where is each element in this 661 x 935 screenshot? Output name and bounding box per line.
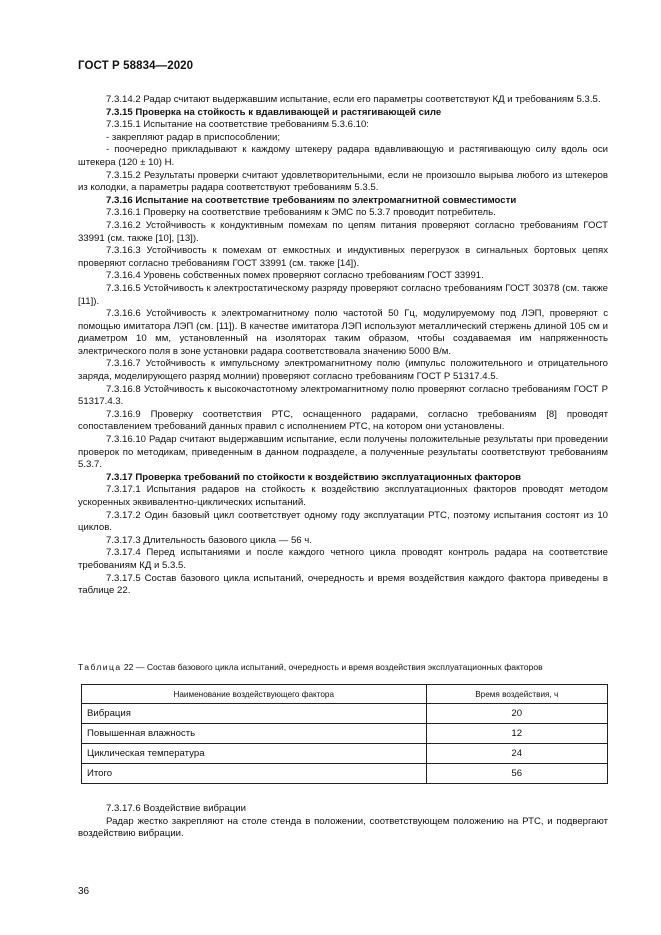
- paragraph: 7.3.15.1 Испытание на соответствие требованиям 5.3.6.10:: [106, 119, 369, 131]
- paragraph: 7.3.16.10 Радар считают выдержавшим испытание, если получены положительные результаты при проведении проверок по методикам, приведенным в данном подразделе, а полученные результаты соответствуют требованиям 5.3.7.: [78, 434, 608, 471]
- paragraph: 7.3.16.7 Устойчивость к импульсному электромагнитному полю (импульс положительного и отрицательного заряда, моделирующего разряд молнии) проверяют согласно требованиям ГОСТ Р 51317.4.5.: [78, 358, 608, 383]
- body-text: [78, 94, 608, 598]
- paragraph: 7.3.16.9 Проверку соответствия РТС, оснащенного радарами, согласно требованиям [8] проводят сопоставлением требований данных правил с исполнением РТС, на котором они установлены.: [78, 408, 608, 433]
- paragraph: 7.3.17.5 Состав базового цикла испытаний, очередность и время воздействия каждого фактора приведены в таблице 22.: [78, 572, 608, 597]
- table-row: [82, 724, 608, 744]
- cell-factor: Вибрация: [82, 704, 427, 724]
- cell-factor: Итого: [82, 764, 427, 784]
- paragraph: 7.3.16.3 Устойчивость к помехам от емкостных и индуктивных перегрузок в сигнальных бортовых цепях проверяют согласно требованиям ГОСТ 33991 (см. также [14]).: [78, 245, 608, 269]
- cell-factor: Повышенная влажность: [82, 724, 427, 744]
- paragraph: 7.3.16.6 Устойчивость к электромагнитному полю частотой 50 Гц, модулируемому под ЛЭП, проверяют с помощью имитатора ЛЭП (см. [11]). В качестве имитатора ЛЭП используют металлический стержень длиной 105 см и диаметром 10 мм, установленный на изоляторах таким образом, чтобы создаваемая им напряженность электрического поля в зоне установки радара соответствовала значению 5000 В/м.: [78, 308, 608, 357]
- page-number: 36: [78, 886, 90, 897]
- table-row: [82, 744, 608, 764]
- paragraph: 7.3.17.1 Испытания радаров на стойкость к воздействию эксплуатационных факторов проводят методом ускоренных эквивалентно-циклических испытаний.: [78, 484, 608, 508]
- paragraph: 7.3.17.3 Длительность базового цикла — 56 ч.: [106, 534, 312, 546]
- paragraph: Радар жестко закрепляют на столе стенда в положении, соответствующем положению на РТС, и подвергают воздействию вибрации.: [78, 815, 608, 840]
- subsection-title: 7.3.17.6 Воздействие вибрации: [106, 803, 246, 814]
- section-heading: 7.3.17 Проверка требований по стойкости к воздействию эксплуатационных факторов: [106, 471, 522, 483]
- table-row-total: [82, 764, 608, 784]
- paragraph: 7.3.16.8 Устойчивость к высокочастотному электромагнитному полю проверяют согласно требованиям ГОСТ Р 51317.4.3.: [78, 383, 608, 408]
- table-row: [82, 704, 608, 724]
- section-heading: 7.3.16 Испытание на соответствие требованиям по электромагнитной совместимости: [106, 194, 517, 206]
- paragraph: 7.3.17.4 Перед испытаниями и после каждого четного цикла проводят контроль радара на соответствие требованиям КД и 5.3.5.: [78, 547, 608, 571]
- table-caption: [78, 662, 618, 673]
- cell-time: 12: [426, 724, 607, 744]
- cell-time: 20: [426, 704, 607, 724]
- factors-table: [81, 684, 608, 784]
- paragraph: 7.3.16.1 Проверку на соответствие требованиям к ЭМС по 5.3.7 проводит потребитель.: [106, 207, 496, 219]
- paragraph: 7.3.16.2 Устойчивость к кондуктивным помехам по цепям питания проверяют согласно требованиям ГОСТ 33991 (см. также [10], [13]).: [78, 219, 608, 244]
- cell-time: 24: [426, 744, 607, 764]
- cell-time: 56: [426, 764, 607, 784]
- table-caption-word: Таблица: [78, 662, 122, 672]
- section-heading: 7.3.15 Проверка на стойкость к вдавливающей и растягивающей силе: [106, 106, 442, 118]
- paragraph: 7.3.17.2 Один базовый цикл соответствует одному году эксплуатации РТС, поэтому испытания состоят из 10 циклов.: [78, 509, 608, 534]
- document-header: ГОСТ Р 58834—2020: [78, 60, 194, 72]
- paragraph: 7.3.16.5 Устойчивость к электростатическому разряду проверяют согласно требованиям ГОСТ 30378 (см. также [11]).: [78, 282, 608, 307]
- paragraph: 7.3.16.4 Уровень собственных помех проверяют согласно требованиям ГОСТ 33991.: [106, 270, 484, 282]
- list-item: - закрепляют радар в приспособлении;: [106, 131, 280, 143]
- paragraph: 7.3.15.2 Результаты проверки считают удовлетворительными, если не произошло вырыва любого из штекеров из колодки, а параметры радара соответствуют требованиям 5.3.5.: [78, 169, 608, 194]
- column-header-time: Время воздействия, ч: [426, 685, 607, 704]
- paragraph: 7.3.14.2 Радар считают выдержавшим испытание, если его параметры соответствуют КД и требованиям 5.3.5.: [106, 94, 601, 105]
- table-header-row: [82, 685, 608, 704]
- table-caption-text: 22 — Состав базового цикла испытаний, очередность и время воздействия эксплуатационных факторов: [121, 662, 543, 672]
- list-item: - поочередно прикладывают к каждому штекеру радара вдавливающую и растягивающую силу вдоль оси штекера (120 ± 10) Н.: [78, 144, 608, 168]
- column-header-factor: Наименование воздействующего фактора: [82, 685, 427, 704]
- after-table-text: [78, 803, 608, 841]
- cell-factor: Циклическая температура: [82, 744, 427, 764]
